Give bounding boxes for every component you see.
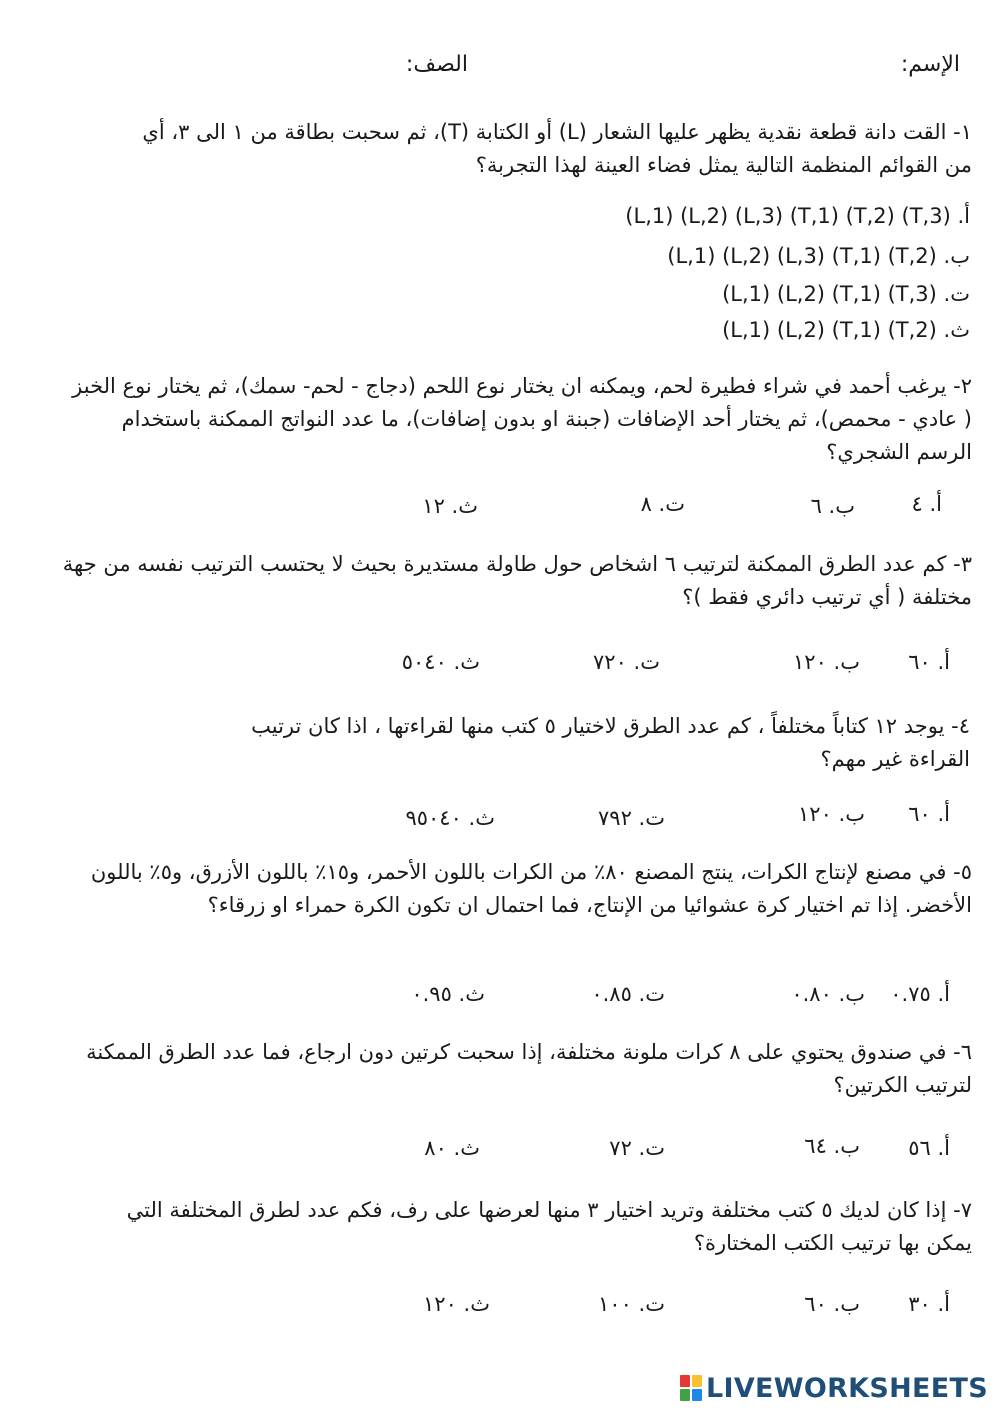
option-label: ث. [453,1136,480,1160]
q5-option-b[interactable] [791,982,865,1006]
option-label: ث. [453,650,480,674]
q4-option-d[interactable] [405,806,495,830]
q3-option-a[interactable] [908,650,950,674]
q5-option-c[interactable] [591,982,665,1006]
option-text: ٦ [810,494,822,518]
option-label: ب. [833,650,860,674]
option-text: ٦٠ [804,1292,827,1316]
option-text: ٧٢ [609,1136,632,1160]
option-label: أ. [957,204,970,228]
q1-option-c[interactable] [722,282,970,306]
option-label: ب. [828,494,855,518]
option-label: ث. [468,806,495,830]
option-text: ٦٠ [908,802,931,826]
option-label: ت. [638,982,665,1006]
option-text: ١٢٠ [798,802,832,826]
liveworksheets-wordmark: LIVEWORKSHEETS [705,1372,988,1404]
q6-option-a[interactable] [908,1136,950,1160]
q2-option-b[interactable] [811,494,855,518]
option-label: أ. [937,650,950,674]
option-text: ٩٥٠٤٠ [405,806,462,830]
q6-option-b[interactable] [804,1134,860,1158]
option-text: ١٠٠ [598,1292,632,1316]
option-text: ٠.٩٥ [411,982,452,1006]
option-label: أ. [937,982,950,1006]
option-label: ت. [638,806,665,830]
option-text: (L,1) (L,2) (T,1) (T,3) [722,282,937,306]
option-text: ٦٤ [804,1134,827,1158]
option-text: ٥٠٤٠ [401,650,447,674]
class-label: الصف: [405,52,468,77]
option-label: ث. [943,318,970,342]
q4-option-a[interactable] [908,802,950,826]
option-label: ت. [943,282,970,306]
option-label: أ. [929,492,942,516]
q2-option-c[interactable] [641,492,685,516]
q1-option-a[interactable] [625,204,970,228]
question-5-text: ٥- في مصنع لإنتاج الكرات، ينتج المصنع ٨٠٪ من الكرات باللون الأحمر، و١٥٪ باللون الأزرق، و٥٪ باللون الأخضر. إذا تم اختيار كرة عشوائيا من الإنتاج، فما احتمال ان تكون الكرة حمراء او زرقاء؟ [90,860,972,917]
q7-option-b[interactable] [804,1292,860,1316]
option-text: ١٢٠ [423,1292,457,1316]
question-1-text: ١- القت دانة قطعة نقدية يظهر عليها الشعار (L) أو الكتابة (T)، ثم سحبت بطاقة من ١ الى ٣، أي من القوائم المنظمة التالية يمثل فضاء العينة لهذا التجربة؟ [142,120,972,177]
q5-option-d[interactable] [411,982,485,1006]
option-text: ٠.٨٥ [591,982,632,1006]
option-label: ب. [833,1292,860,1316]
question-2-text: ٢- يرغب أحمد في شراء فطيرة لحم، ويمكنه ان يختار نوع اللحم (دجاج - لحم- سمك)، ثم يختار نوع الخبز ( عادي - محمص)، ثم يختار أحد الإضافات (جبنة او بدون إضافات)، ما عدد النواتج الممكنة باستخدام الرسم الشجري؟ [72,374,972,464]
option-text: ٠.٧٥ [890,982,931,1006]
q3-option-c[interactable] [593,650,660,674]
q6-option-c[interactable] [609,1136,665,1160]
q7-option-c[interactable] [598,1292,665,1316]
q5-option-a[interactable] [890,982,950,1006]
option-label: ت. [633,650,660,674]
option-label: ب. [838,802,865,826]
option-text: ٦٠ [908,650,931,674]
option-label: ت. [638,1292,665,1316]
name-label: الإسم: [900,52,960,77]
option-label: أ. [937,1136,950,1160]
option-text: ٤ [911,492,923,516]
question-6-text: ٦- في صندوق يحتوي على ٨ كرات ملونة مختلفة، إذا سحبت كرتين دون ارجاع، فما عدد الطرق الممكنة لترتيب الكرتين؟ [86,1040,972,1097]
q4-option-b[interactable] [798,802,865,826]
q3-option-d[interactable] [402,650,480,674]
option-text: ٥٦ [908,1136,931,1160]
question-4-text: ٤- يوجد ١٢ كتاباً مختلفاً ، كم عدد الطرق لاختيار ٥ كتب منها لقراءتها ، اذا كان ترتيب القراءة غير مهم؟ [251,714,970,771]
option-label: ب. [833,1134,860,1158]
q1-option-d[interactable] [722,318,970,342]
option-label: ب. [943,244,970,268]
q7-option-a[interactable] [908,1292,950,1316]
q1-option-b[interactable] [667,244,970,268]
option-label: أ. [937,802,950,826]
option-text: ٧٩٢ [598,806,632,830]
q4-option-c[interactable] [598,806,665,830]
q6-option-d[interactable] [424,1136,480,1160]
option-label: ب. [838,982,865,1006]
option-text: ٣٠ [908,1292,931,1316]
option-text: (L,1) (L,2) (L,3) (T,1) (T,2) (T,3) [625,204,951,228]
question-3-text: ٣- كم عدد الطرق الممكنة لترتيب ٦ اشخاص حول طاولة مستديرة بحيث لا يحتسب الترتيب نفسه من جهة مختلفة ( أي ترتيب دائري فقط )؟ [62,552,972,609]
liveworksheets-logo[interactable] [680,1373,988,1403]
option-text: ٠.٨٠ [791,982,832,1006]
option-text: (L,1) (L,2) (L,3) (T,1) (T,2) [667,244,937,268]
question-7-text: ٧- إذا كان لديك ٥ كتب مختلفة وتريد اختيار ٣ منها لعرضها على رف، فكم عدد لطرق المختلفة التي يمكن بها ترتيب الكتب المختارة؟ [126,1198,972,1255]
option-label: ث. [458,982,485,1006]
q3-option-b[interactable] [793,650,860,674]
q2-option-d[interactable] [422,494,478,518]
option-text: ٨ [640,492,652,516]
option-label: ث. [451,494,478,518]
option-text: (L,1) (L,2) (T,1) (T,2) [722,318,937,342]
option-text: ١٢ [422,494,445,518]
option-label: ت. [658,492,685,516]
q2-option-a[interactable] [912,492,942,516]
option-text: ٨٠ [424,1136,447,1160]
option-text: ٧٢٠ [593,650,627,674]
q7-option-d[interactable] [423,1292,490,1316]
option-text: ١٢٠ [793,650,827,674]
option-label: ت. [638,1136,665,1160]
liveworksheets-logo-icon [680,1375,702,1401]
option-label: أ. [937,1292,950,1316]
option-label: ث. [463,1292,490,1316]
